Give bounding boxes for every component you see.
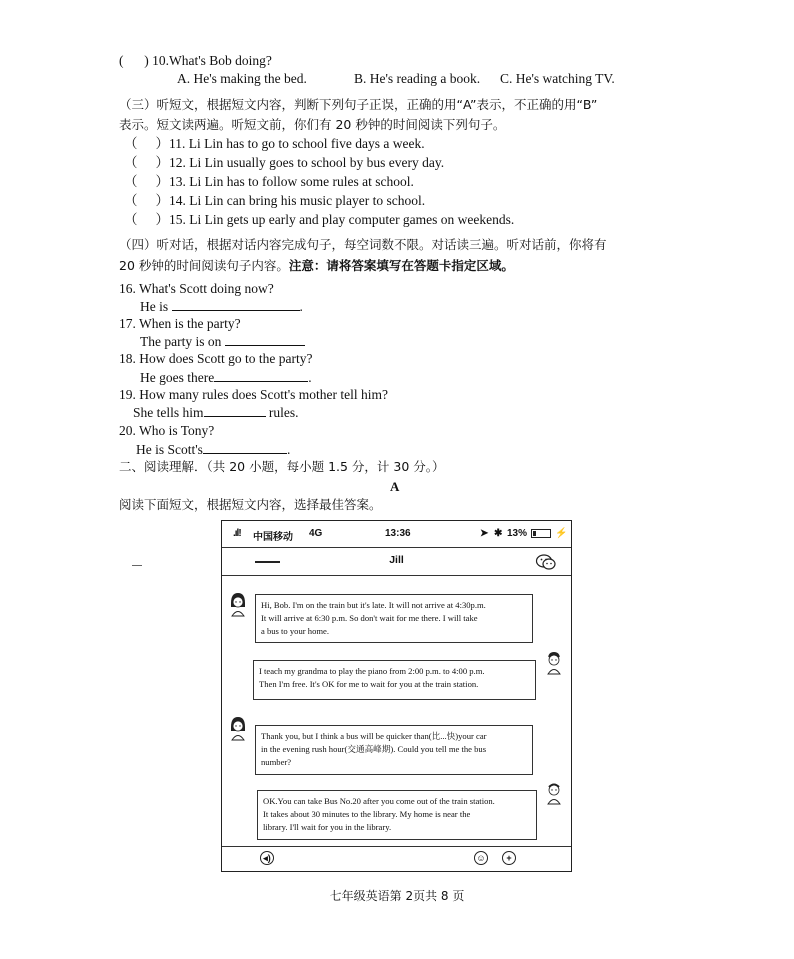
contact-name: Jill: [389, 554, 404, 566]
network-type: 4G: [309, 528, 323, 539]
part2-heading: 二、阅读理解．（共 20 小题，每小题 1.5 分，计 30 分。）: [119, 459, 445, 474]
location-icon: ➤: [480, 528, 489, 539]
boy-avatar-icon: [543, 649, 565, 675]
phone-chat-screenshot: [221, 520, 572, 872]
section3-instruction-1: （三）听短文，根据短文内容，判断下列句子正误，正确的用“A”表示，不正确的用“B”: [119, 97, 598, 112]
tf-item-15: （ ）15. Li Lin gets up early and play computer games on weekends.: [124, 212, 515, 227]
battery-percent: 13%: [507, 528, 528, 539]
emoji-icon[interactable]: ☺: [474, 851, 488, 865]
q10-line: [119, 52, 272, 70]
q20-answer: He is Scott's .: [136, 442, 291, 457]
message-bubble-bob-1: I teach my grandma to play the piano from 2:00 p.m. to 4:00 p.m. Then I'm free. It's OK for me to wait for you at the train station.: [253, 660, 536, 700]
page-footer: 七年级英语第 2页共 8 页: [329, 889, 465, 903]
tf-item-12: （ ）12. Li Lin usually goes to school by bus every day.: [124, 155, 445, 170]
girl-avatar-icon: [227, 591, 249, 617]
answer-paren: (: [119, 53, 124, 68]
plus-icon[interactable]: +: [502, 851, 516, 865]
message-bubble-jill-2: Thank you, but I think a bus will be quicker than(比...快)your car in the evening rush hour(交通高峰期). Could you tell me the bus number?: [255, 725, 533, 775]
charging-icon: ⚡: [555, 528, 568, 539]
alarm-icon: ✱: [494, 528, 503, 539]
part2-instruction: 阅读下面短文，根据短文内容，选择最佳答案。: [119, 497, 382, 512]
q16-answer: He is .: [140, 299, 303, 314]
carrier-name: 中国移动: [253, 532, 293, 543]
q10-question: ) 10.What's Bob doing?: [144, 53, 272, 68]
q10-option-b: B. He's reading a book.: [354, 71, 481, 86]
wechat-icon[interactable]: [535, 553, 557, 571]
answer-blank[interactable]: [225, 332, 305, 346]
passage-letter: A: [390, 479, 400, 494]
chat-input-bar: [222, 846, 571, 871]
status-bar: [222, 521, 571, 548]
q17-question: 17. When is the party?: [119, 316, 241, 331]
q19-answer: She tells him rules.: [133, 405, 299, 420]
section3-instruction-2: 表示。短文读两遍。听短文前，你们有 20 秒钟的时间阅读下列句子。: [119, 117, 506, 132]
message-bubble-jill-1: Hi, Bob. I'm on the train but it's late. It will not arrive at 4:30p.m. It will arrive at 6:30 p.m. So don't wait for me there. I will take a bus to your home.: [255, 594, 533, 643]
q18-question: 18. How does Scott go to the party?: [119, 351, 313, 366]
q10-option-a: A. He's making the bed.: [177, 71, 307, 86]
message-bubble-bob-2: OK.You can take Bus No.20 after you come out of the train station. It takes about 30 minutes to the library. My home is near the library. I'll wait for you in the library.: [257, 790, 537, 840]
q20-question: 20. Who is Tony?: [119, 423, 215, 438]
voice-icon[interactable]: ◂): [260, 851, 274, 865]
chat-header: [222, 548, 571, 576]
clock-time: 13:36: [385, 528, 411, 539]
answer-blank[interactable]: [172, 297, 300, 311]
boy-avatar-icon: [543, 779, 565, 805]
signal-icon: .ıl!: [233, 528, 241, 539]
q18-answer: He goes there .: [140, 370, 312, 385]
tf-item-13: （ ）13. Li Lin has to follow some rules at school.: [124, 174, 414, 189]
answer-blank[interactable]: [203, 440, 287, 454]
tf-item-14: （ ）14. Li Lin can bring his music player to school.: [124, 193, 426, 208]
divider: [132, 565, 142, 566]
q10-option-c: C. He's watching TV.: [500, 71, 615, 86]
q17-answer: The party is on: [140, 332, 305, 351]
answer-blank[interactable]: [214, 368, 308, 382]
q19-question: 19. How many rules does Scott's mother tell him?: [119, 387, 389, 402]
battery-icon: [531, 529, 551, 538]
tf-item-11: （ ）11. Li Lin has to go to school five days a week.: [124, 136, 425, 151]
girl-avatar-icon: [227, 715, 249, 741]
section4-instruction-1: （四）听对话，根据对话内容完成句子，每空词数不限。对话读三遍。听对话前，你将有: [119, 237, 607, 252]
answer-sheet-note: 注意：请将答案填写在答题卡指定区域。: [288, 258, 514, 273]
section4-instruction-2: 20 秒钟的时间阅读句子内容。注意：请将答案填写在答题卡指定区域。: [119, 258, 514, 273]
answer-blank[interactable]: [204, 403, 266, 417]
q16-question: 16. What's Scott doing now?: [119, 281, 274, 296]
